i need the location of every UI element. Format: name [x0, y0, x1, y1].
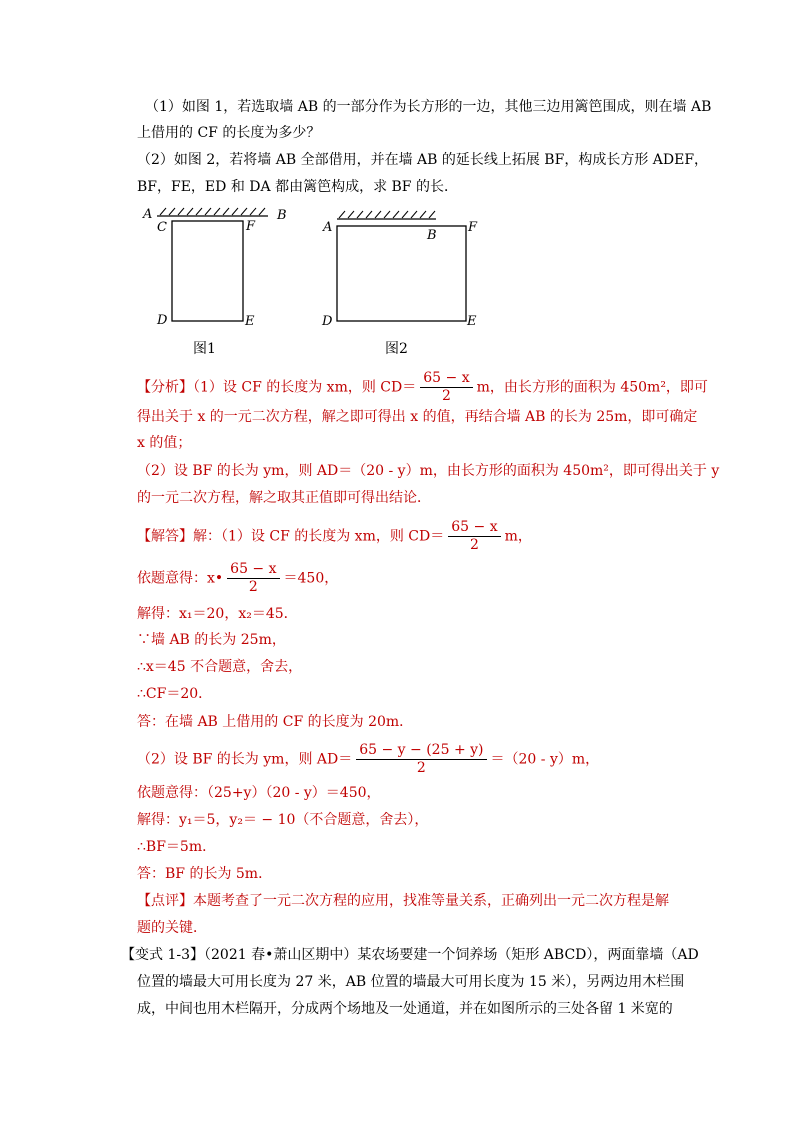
- variant-line2: 位置的墙最大可用长度为 27 米，AB 位置的墙最大可用长度为 15 米），另两边用木栏围: [137, 974, 685, 990]
- figure-1-caption: 图1: [193, 341, 216, 357]
- variant-tag: 【变式 1-3】: [121, 947, 204, 963]
- answer-2: 答：BF 的长为 5m．: [137, 866, 273, 882]
- therefore-line-1: ∴x＝45 不合题意，舍去，: [137, 659, 303, 675]
- label-D-fig1: D: [157, 313, 168, 328]
- analysis-text-a: （1）设 CF 的长度为 xm，则 CD＝: [193, 379, 417, 396]
- equation-2: 依题意得：（25+y）（20 - y）＝450，: [137, 785, 381, 801]
- q2-line2: BF，FE，ED 和 DA 都由篱笆构成，求 BF 的长．: [137, 179, 458, 195]
- solution-fraction-2: $\frac{65 - y - (25 + y)}{2}$: [356, 742, 486, 777]
- rectangle-cfed: [172, 221, 243, 321]
- analysis-text-b: m，由长方形的面积为 450m²，即可: [476, 379, 708, 396]
- therefore-line-2: ∴CF＝20．: [137, 686, 213, 702]
- analysis-fraction: $\frac{65 - x}{2}$: [420, 370, 472, 405]
- solution-line1: [137, 519, 532, 554]
- label-E-fig1: E: [245, 314, 255, 329]
- label-C-fig1: C: [157, 220, 167, 235]
- wall-hatch-fig1: [160, 208, 265, 215]
- label-A-fig2: A: [323, 220, 333, 235]
- q1-line2: 上借用的 CF 的长度为多少？: [137, 125, 321, 141]
- analysis-line4: （2）设 BF 的长为 ym，则 AD＝（20 - y）m，由长方形的面积为 450m²，即可得出关于 y: [137, 463, 720, 479]
- solution-fraction-1: $\frac{65 - x}{2}$: [448, 519, 500, 554]
- analysis-line2: 得出关于 x 的一元二次方程，解之即可得出 x 的值，再结合墙 AB 的长为 25m，即可确定: [137, 409, 698, 425]
- label-F-fig2: F: [468, 220, 478, 235]
- figure-2: [330, 206, 478, 331]
- label-D-fig2: D: [322, 314, 333, 329]
- comment-line1: 【点评】本题考查了一元二次方程的应用，找准等量关系，正确列出一元二次方程是解: [137, 893, 669, 909]
- because-line: ∵墙 AB 的长为 25m，: [137, 632, 286, 648]
- label-B-fig1: B: [277, 208, 287, 223]
- solution-text-b: m，: [504, 528, 532, 545]
- analysis-line5: 的一元二次方程，解之取其正值即可得出结论．: [137, 490, 431, 506]
- comment-line2: 题的关键．: [137, 920, 207, 936]
- answer-1: 答：在墙 AB 上借用的 CF 的长度为 20m．: [137, 714, 414, 730]
- solution-roots-2: 解得：y₁＝5，y₂＝ − 10（不合题意，舍去），: [137, 812, 429, 828]
- label-A-fig1: A: [143, 207, 153, 222]
- rectangle-adef: [337, 226, 466, 321]
- solution-tag: 【解答】: [137, 528, 193, 545]
- analysis-line3: x 的值；: [137, 435, 192, 451]
- variant-line3: 成，中间也用木栏隔开，分成两个场地及一处通道，并在如图所示的三处各留 1 米宽的: [137, 1001, 673, 1017]
- label-F-fig1: F: [246, 219, 256, 234]
- therefore-line-3: ∴BF＝5m．: [137, 839, 217, 855]
- comment-tag: 【点评】: [137, 893, 193, 909]
- analysis-tag: 【分析】: [137, 379, 193, 396]
- equation-1: 依题意得：x• $\frac{65 - x}{2}$ ＝450，: [137, 561, 339, 595]
- label-B-fig2: B: [427, 228, 437, 243]
- variant-line1: 【变式 1-3】（2021 春•萧山区期中）某农场要建一个饲养场（矩形 ABCD），两面靠墙（AD: [121, 947, 699, 963]
- solution-part-2: （2）设 BF 的长为 ym，则 AD＝ $\frac{65 - y - (25 + y)}{2}$ ＝（20 - y）m，: [137, 742, 600, 776]
- q1-line1: （1）如图 1，若选取墙 AB 的一部分作为长方形的一边，其他三边用篱笆围成，则在墙 AB: [145, 99, 712, 115]
- label-E-fig2: E: [467, 314, 477, 329]
- q2-line1: （2）如图 2，若将墙 AB 全部借用，并在墙 AB 的延长线上拓展 BF，构成长方形 ADEF，: [137, 152, 709, 168]
- analysis-line1: [137, 370, 708, 405]
- solution-text-a: 解：（1）设 CF 的长度为 xm，则 CD＝: [193, 528, 445, 545]
- wall-hatch-fig2: [339, 211, 435, 218]
- equation-1-fraction: $\frac{65 - x}{2}$: [227, 561, 279, 596]
- figure-2-caption: 图2: [385, 341, 408, 357]
- solution-roots-1: 解得：x₁＝20，x₂＝45．: [137, 606, 298, 622]
